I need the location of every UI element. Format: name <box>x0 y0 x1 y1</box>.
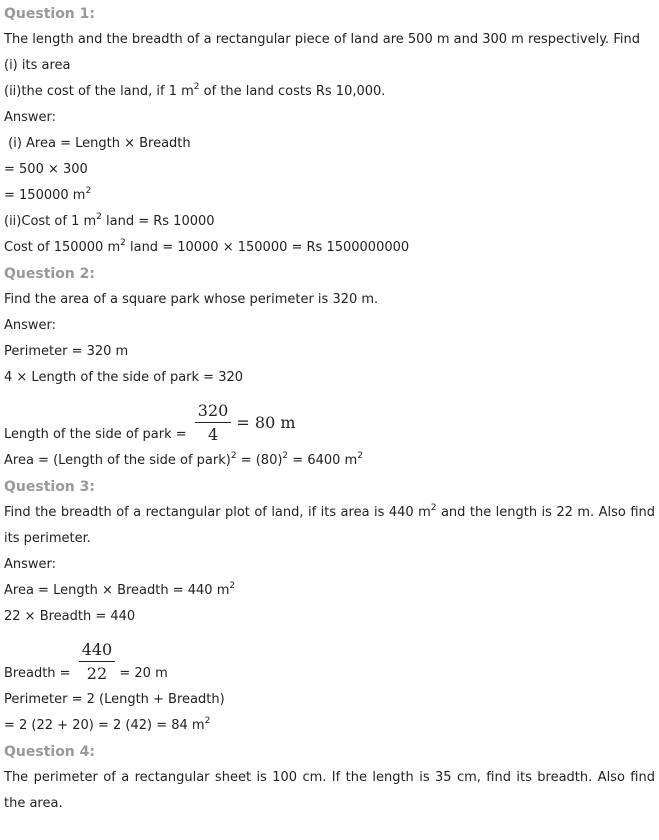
superscript: 2 <box>193 82 200 92</box>
text-segment: (ii)the cost of the land, if 1 m <box>4 84 194 99</box>
text-line <box>4 313 655 339</box>
text-segment: (ii)Cost of 1 m <box>4 214 97 229</box>
text-segment: = (80) <box>236 453 283 468</box>
text-segment: and the length is 22 m. Also find its perimeter. <box>4 505 656 546</box>
numerator: 320 <box>195 401 232 423</box>
fraction-line <box>4 630 655 687</box>
fraction-expression <box>79 640 116 683</box>
text-segment: Find the breadth of a rectangular plot of land, if its area is 440 m <box>4 505 431 520</box>
denominator: 22 <box>86 664 108 683</box>
text-segment: = 2 (22 + 20) = 2 (42) = 84 m <box>4 718 205 733</box>
text-line <box>4 79 655 105</box>
text-line <box>4 235 655 261</box>
superscript: 2 <box>357 451 363 461</box>
fraction-label: Length of the side of park = <box>4 427 191 442</box>
text-segment: The perimeter of a rectangular sheet is 100 cm. If the length is 35 cm, find its breadth. Also find the area. <box>4 770 655 811</box>
fraction <box>195 401 232 444</box>
text-segment: land = Rs 10000 <box>101 214 215 229</box>
question-heading <box>4 474 655 500</box>
text-line <box>4 365 655 391</box>
text-segment: 4 × Length of the side of park = 320 <box>4 370 244 385</box>
superscript: 2 <box>204 716 211 726</box>
superscript: 2 <box>85 186 92 196</box>
text-segment: = 150000 m <box>4 188 86 203</box>
fraction <box>79 640 116 683</box>
superscript: 2 <box>120 238 126 248</box>
text-line <box>4 131 655 157</box>
text-line <box>4 27 655 53</box>
question-heading <box>4 739 655 765</box>
text-line <box>4 687 655 713</box>
text-line <box>4 713 655 739</box>
text-segment: (i) Area = Length × Breadth <box>4 136 191 151</box>
denominator: 4 <box>207 425 219 444</box>
fraction-result: = 80 m <box>231 413 296 432</box>
text-segment: land = 10000 × 150000 = Rs 1500000000 <box>125 240 410 255</box>
text-segment: Answer: <box>4 110 57 125</box>
text-segment: Cost of 150000 m <box>4 240 121 255</box>
text-line <box>4 500 655 552</box>
superscript: 2 <box>430 503 437 513</box>
fraction-line <box>4 391 655 448</box>
text-line <box>4 105 655 131</box>
superscript: 2 <box>229 581 236 591</box>
text-line <box>4 53 655 79</box>
text-segment: of the land costs Rs 10,000. <box>199 84 386 99</box>
text-segment: Find the area of a square park whose perimeter is 320 m. <box>4 292 379 307</box>
text-line <box>4 339 655 365</box>
text-line <box>4 448 655 474</box>
text-line <box>4 157 655 183</box>
text-segment: Question 4: <box>4 744 95 760</box>
text-segment: Area = (Length of the side of park) <box>4 453 231 468</box>
text-segment: Answer: <box>4 557 57 572</box>
text-segment: Question 1: <box>4 6 95 22</box>
text-line <box>4 604 655 630</box>
text-line <box>4 287 655 313</box>
text-segment: The length and the breadth of a rectangular piece of land are 500 m and 300 m respectively. Find <box>4 32 640 47</box>
text-segment: Question 3: <box>4 479 95 495</box>
superscript: 2 <box>96 212 102 222</box>
text-segment: Answer: <box>4 318 57 333</box>
fraction-expression <box>195 401 296 444</box>
fraction-label: Breadth = <box>4 666 75 681</box>
text-segment: Area = Length × Breadth = 440 m <box>4 583 230 598</box>
text-line <box>4 578 655 604</box>
text-line <box>4 209 655 235</box>
fraction-result: = 20 m <box>115 666 168 681</box>
numerator: 440 <box>79 640 116 662</box>
text-line <box>4 183 655 209</box>
question-heading <box>4 261 655 287</box>
text-segment: 22 × Breadth = 440 <box>4 609 136 624</box>
superscript: 2 <box>282 451 289 461</box>
text-segment: = 500 × 300 <box>4 162 88 177</box>
question-heading <box>4 1 655 27</box>
text-segment: Perimeter = 2 (Length + Breadth) <box>4 692 225 707</box>
text-line <box>4 552 655 578</box>
text-segment: (i) its area <box>4 58 71 73</box>
text-segment: Question 2: <box>4 266 95 282</box>
superscript: 2 <box>230 451 237 461</box>
text-segment: = 6400 m <box>288 453 358 468</box>
text-segment: Perimeter = 320 m <box>4 344 129 359</box>
text-line <box>4 765 655 817</box>
